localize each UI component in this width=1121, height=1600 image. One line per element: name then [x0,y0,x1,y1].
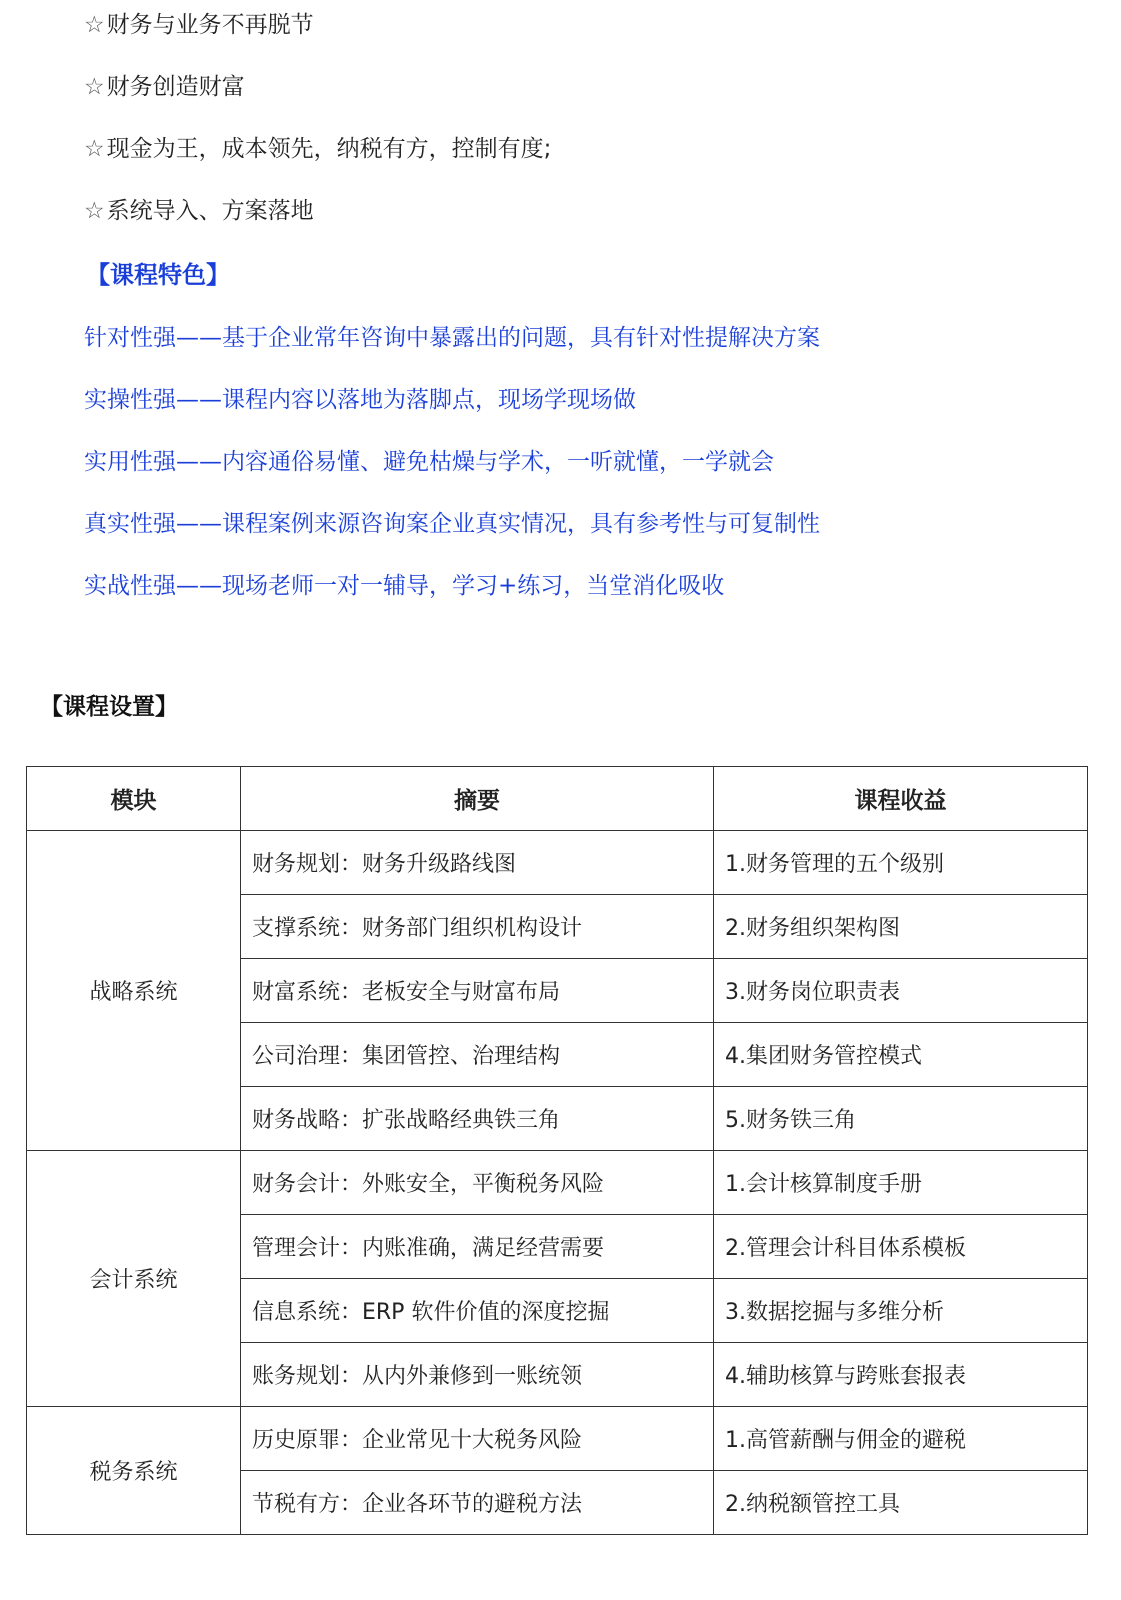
feature-item: 实操性强——课程内容以落地为落脚点，现场学现场做 [84,387,636,413]
star-outline-icon: ☆ [84,198,105,224]
benefit-cell: 5.财务铁三角 [714,1087,1088,1151]
benefit-cell: 1.高管薪酬与佣金的避税 [714,1407,1088,1471]
summary-cell: 历史原罪：企业常见十大税务风险 [241,1407,714,1471]
benefit-cell: 1.财务管理的五个级别 [714,831,1088,895]
benefit-cell: 3.数据挖掘与多维分析 [714,1279,1088,1343]
star-outline-icon: ☆ [84,74,105,100]
features-heading: 【课程特色】 [86,261,230,289]
intro-item: ☆财务与业务不再脱节 [84,12,314,38]
column-header-summary: 摘要 [241,767,714,831]
intro-item: ☆系统导入、方案落地 [84,198,314,224]
intro-item: ☆现金为王，成本领先，纳税有方，控制有度; [84,136,552,162]
summary-cell: 账务规划：从内外兼修到一账统领 [241,1343,714,1407]
benefit-cell: 3.财务岗位职责表 [714,959,1088,1023]
module-cell-tax: 税务系统 [27,1407,241,1535]
intro-item: ☆财务创造财富 [84,74,245,100]
feature-item: 针对性强——基于企业常年咨询中暴露出的问题，具有针对性提解决方案 [84,325,820,351]
feature-item: 真实性强——课程案例来源咨询案企业真实情况，具有参考性与可复制性 [84,511,820,537]
module-cell-strategy: 战略系统 [27,831,241,1151]
setup-heading: 【课程设置】 [40,694,178,720]
module-cell-accounting: 会计系统 [27,1151,241,1407]
star-outline-icon: ☆ [84,12,105,38]
benefit-cell: 4.辅助核算与跨账套报表 [714,1343,1088,1407]
column-header-benefit: 课程收益 [714,767,1088,831]
summary-cell: 支撑系统：财务部门组织机构设计 [241,895,714,959]
summary-cell: 财务规划：财务升级路线图 [241,831,714,895]
course-setup-table [26,766,1088,1535]
benefit-cell: 4.集团财务管控模式 [714,1023,1088,1087]
summary-cell: 财富系统：老板安全与财富布局 [241,959,714,1023]
table-row [27,1151,1088,1215]
summary-cell: 节税有方：企业各环节的避税方法 [241,1471,714,1535]
feature-item: 实战性强——现场老师一对一辅导，学习+练习，当堂消化吸收 [84,573,725,599]
benefit-cell: 2.纳税额管控工具 [714,1471,1088,1535]
summary-cell: 公司治理：集团管控、治理结构 [241,1023,714,1087]
table-row [27,831,1088,895]
summary-cell: 财务会计：外账安全，平衡税务风险 [241,1151,714,1215]
summary-cell: 财务战略：扩张战略经典铁三角 [241,1087,714,1151]
benefit-cell: 2.管理会计科目体系模板 [714,1215,1088,1279]
table-header-row [27,767,1088,831]
column-header-module: 模块 [27,767,241,831]
intro-list [84,6,551,254]
feature-item: 实用性强——内容通俗易懂、避免枯燥与学术，一听就懂，一学就会 [84,449,774,475]
summary-cell: 管理会计：内账准确，满足经营需要 [241,1215,714,1279]
features-list [84,318,820,628]
benefit-cell: 1.会计核算制度手册 [714,1151,1088,1215]
benefit-cell: 2.财务组织架构图 [714,895,1088,959]
summary-cell: 信息系统：ERP 软件价值的深度挖掘 [241,1279,714,1343]
star-outline-icon: ☆ [84,136,105,162]
table-row [27,1407,1088,1471]
